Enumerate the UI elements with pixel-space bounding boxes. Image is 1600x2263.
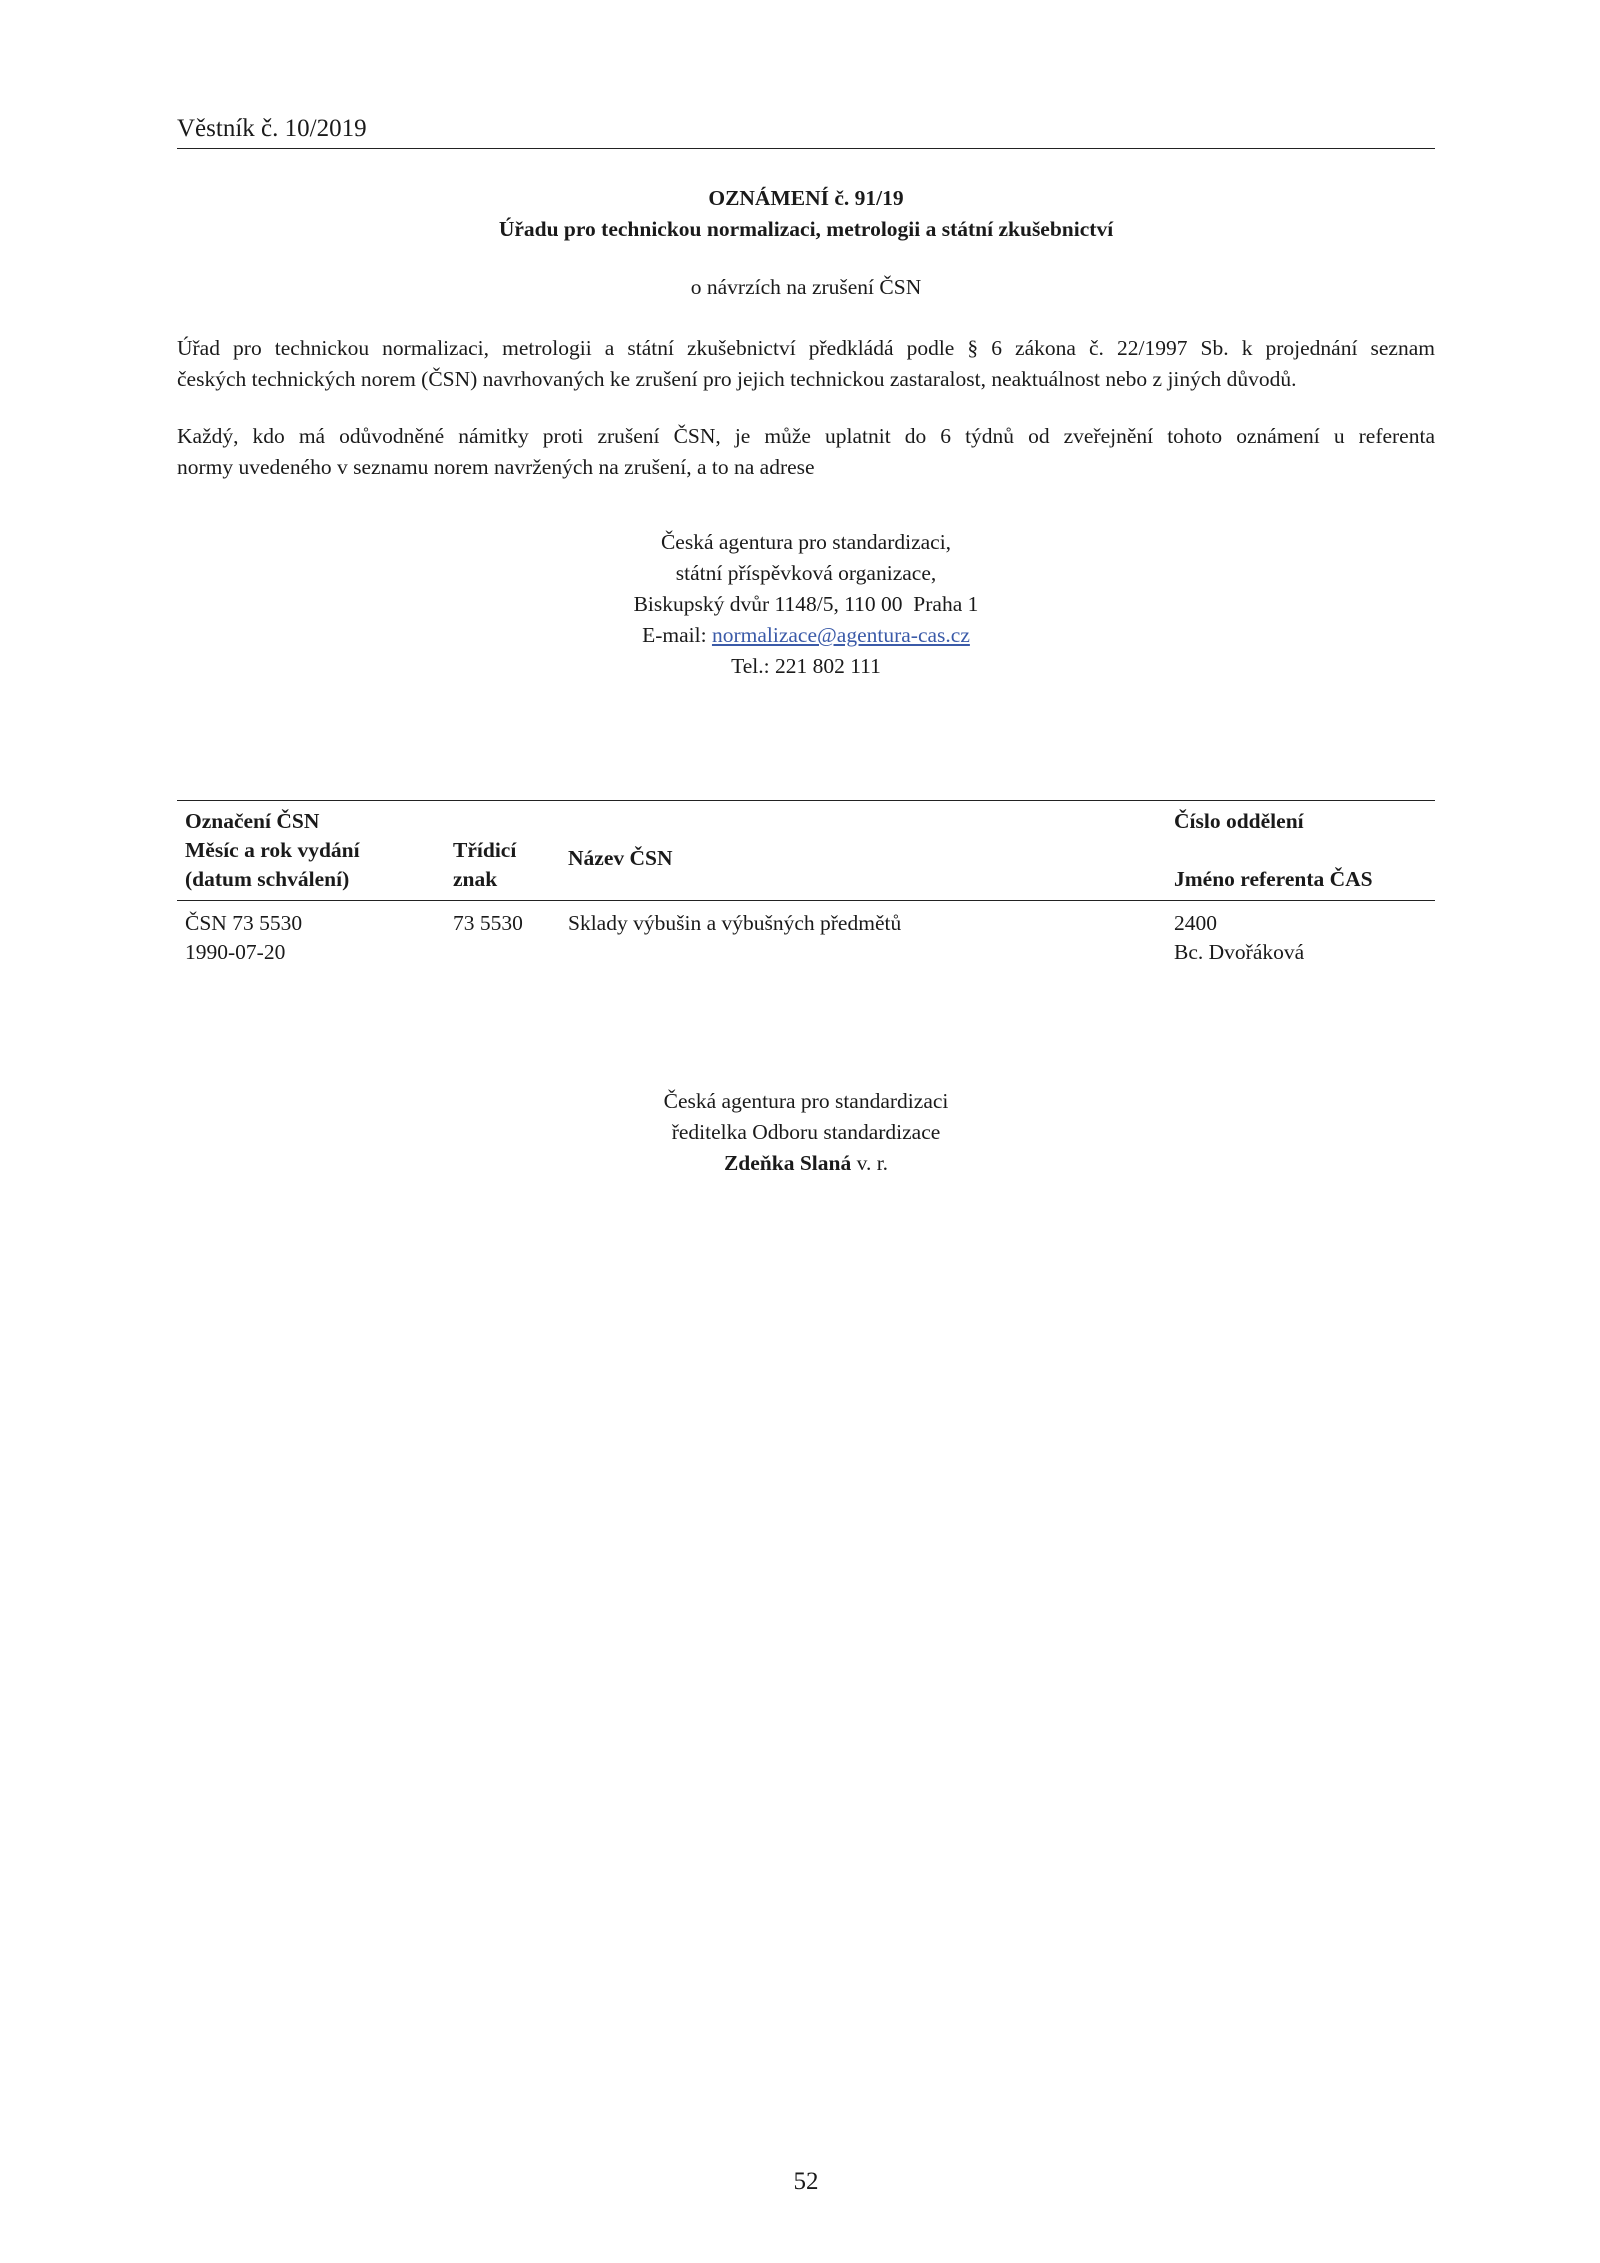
address-org: Česká agentura pro standardizaci, — [660, 530, 952, 554]
address-type: státní příspěvková organizace, — [675, 561, 937, 585]
paragraph-line: normy uvedeného v seznamu norem navržených na zrušení, a to na adrese — [177, 455, 815, 479]
email-label: E-mail: — [642, 623, 712, 647]
header-line: Třídicí — [453, 838, 517, 862]
address-block — [177, 527, 1435, 682]
header-line: Označení ČSN — [185, 809, 320, 833]
signature-block — [177, 1086, 1435, 1179]
cell-designation — [177, 901, 445, 976]
address-email-line — [177, 620, 1435, 651]
paragraph-intro — [177, 333, 1435, 395]
email-link[interactable]: normalizace@agentura-cas.cz — [711, 623, 970, 647]
header-name — [560, 801, 1166, 901]
norms-table — [177, 800, 1435, 975]
address-phone: Tel.: 221 802 111 — [731, 654, 881, 678]
header-line: Název ČSN — [568, 846, 673, 870]
paragraph-line: Úřad pro technickou normalizaci, metrologii a státní zkušebnictví předkládá podle § 6 zákona č. 22/1997 Sb. k projednání seznam — [177, 336, 1435, 360]
header-class-code — [445, 801, 560, 901]
norm-designation: ČSN 73 5530 — [185, 911, 303, 935]
cell-department — [1166, 901, 1435, 976]
norm-referent: Bc. Dvořáková — [1174, 940, 1305, 964]
running-header: Věstník č. 10/2019 — [177, 114, 1435, 149]
notice-issuer: Úřadu pro technickou normalizaci, metrologii a státní zkušebnictví — [498, 217, 1114, 241]
cell-class-code: 73 5530 — [453, 911, 523, 935]
header-designation — [177, 801, 445, 901]
signature-name: Zdeňka Slaná — [723, 1151, 852, 1175]
cell-name: Sklady výbušin a výbušných předmětů — [568, 911, 902, 935]
signature-role: ředitelka Odboru standardizace — [671, 1120, 941, 1144]
notice-subject: o návrzích na zrušení ČSN — [690, 275, 922, 299]
header-department — [1166, 801, 1435, 901]
table-header-row — [177, 801, 1435, 901]
table-row — [177, 901, 1435, 976]
page-number: 52 — [793, 2168, 819, 2195]
header-line: znak — [453, 867, 498, 891]
header-line: Měsíc a rok vydání — [185, 838, 360, 862]
signature-suffix: v. r. — [851, 1151, 889, 1175]
signature-agency: Česká agentura pro standardizaci — [663, 1089, 949, 1113]
paragraph-line: Každý, kdo má odůvodněné námitky proti zrušení ČSN, je může uplatnit do 6 týdnů od zveřejnění tohoto oznámení u referenta — [177, 424, 1435, 448]
norm-department: 2400 — [1174, 911, 1217, 935]
header-line: (datum schválení) — [185, 867, 350, 891]
header-line: Číslo oddělení — [1174, 809, 1304, 833]
paragraph-objections — [177, 421, 1435, 483]
header-line: Jméno referenta ČAS — [1174, 867, 1373, 891]
notice-title: OZNÁMENÍ č. 91/19 — [708, 186, 904, 210]
norm-date: 1990-07-20 — [185, 940, 286, 964]
paragraph-line: českých technických norem (ČSN) navrhovaných ke zrušení pro jejich technickou zastaralost, neaktuálnost nebo z jiných důvodů. — [177, 367, 1297, 391]
address-street: Biskupský dvůr 1148/5, 110 00 Praha 1 — [633, 592, 979, 616]
signature-name-line — [177, 1148, 1435, 1179]
